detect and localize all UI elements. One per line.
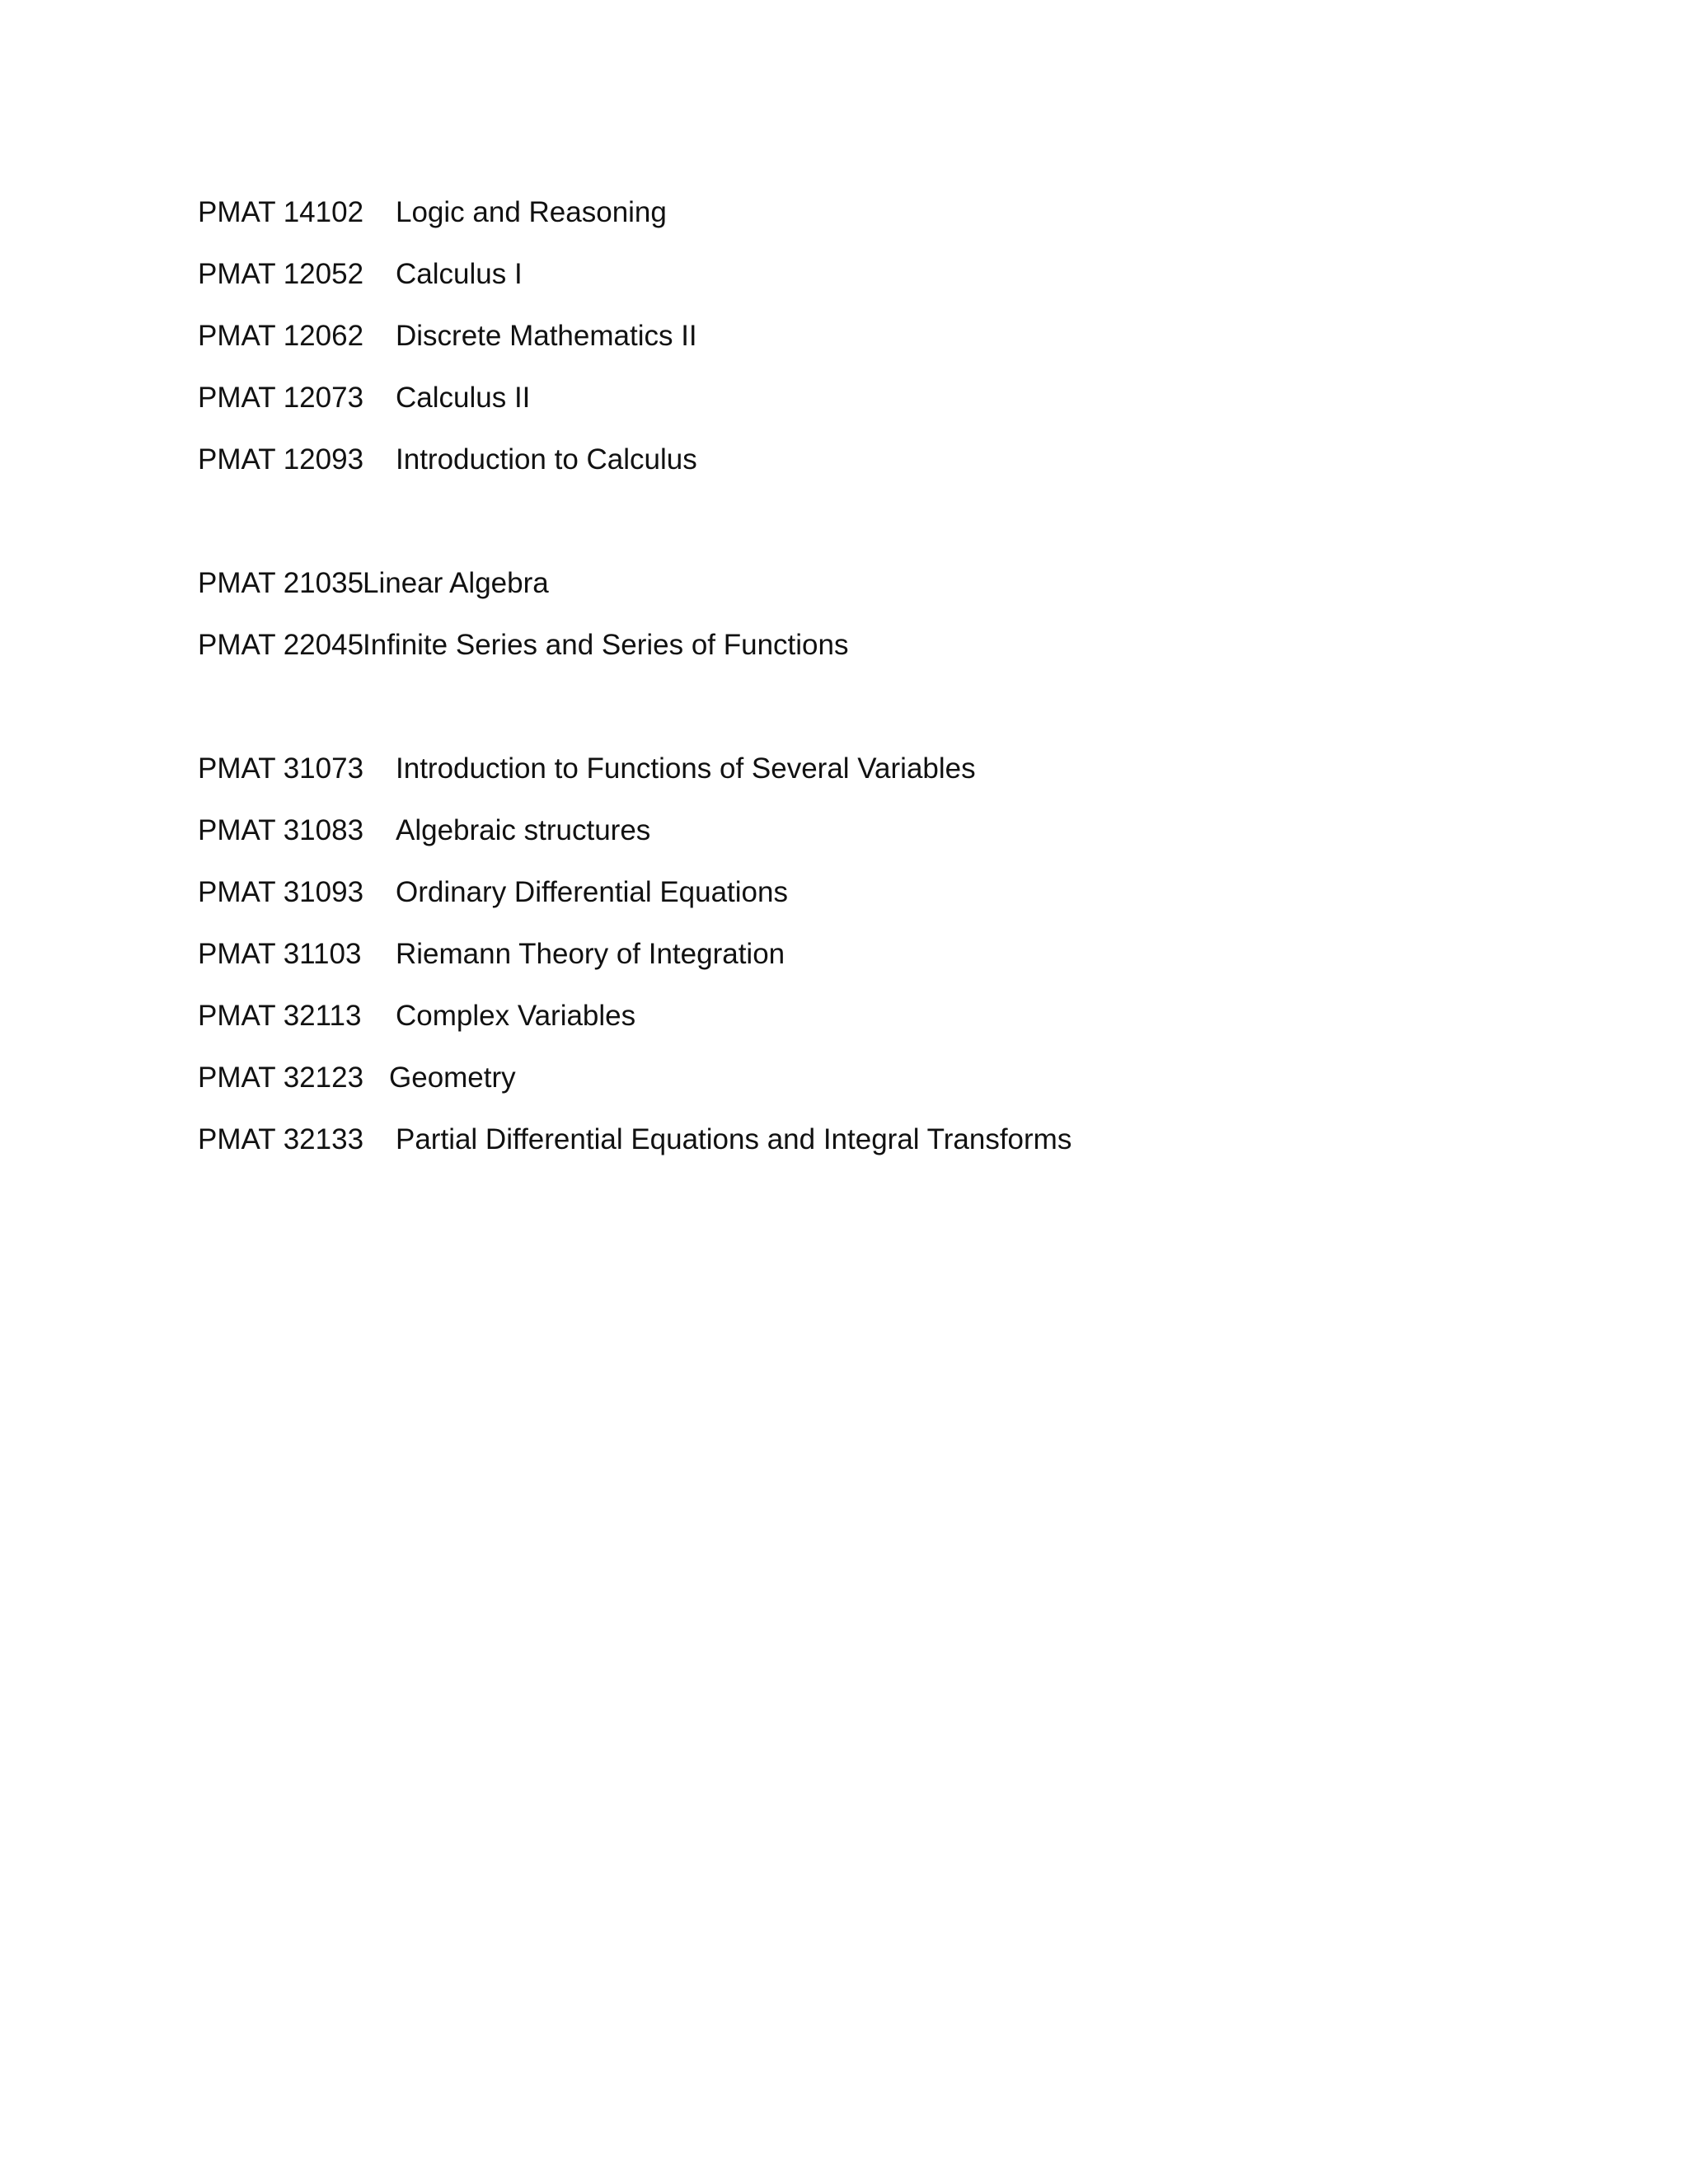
- course-row: [198, 305, 1517, 367]
- course-code: PMAT 32133: [198, 1123, 364, 1155]
- course-code: PMAT 12052: [198, 258, 364, 290]
- course-code: PMAT 32123: [198, 1062, 364, 1094]
- course-code: PMAT 12073: [198, 382, 364, 414]
- course-row: [198, 552, 1517, 614]
- course-code: PMAT 21035: [198, 567, 364, 599]
- course-row: [198, 181, 1517, 243]
- course-title: Introduction to Functions of Several Variables: [396, 752, 976, 785]
- course-code: PMAT 32113: [198, 1000, 362, 1032]
- course-row: [198, 1108, 1517, 1170]
- course-row: [198, 614, 1517, 676]
- course-code: PMAT 12093: [198, 443, 364, 476]
- course-code: PMAT 22045: [198, 629, 364, 661]
- course-row: [198, 1047, 1517, 1108]
- course-code: PMAT 31073: [198, 752, 364, 785]
- course-code: PMAT 31083: [198, 814, 364, 846]
- course-code: PMAT 12062: [198, 320, 364, 352]
- course-title: Calculus I: [396, 258, 523, 290]
- course-group-3: [198, 738, 1517, 1170]
- course-row: [198, 243, 1517, 305]
- course-title: Introduction to Calculus: [396, 443, 697, 476]
- course-row: [198, 738, 1517, 799]
- course-row: [198, 367, 1517, 429]
- course-row: [198, 861, 1517, 923]
- course-title: Linear Algebra: [363, 567, 549, 599]
- course-title: Calculus II: [396, 382, 531, 414]
- course-title: Algebraic structures: [396, 814, 651, 846]
- course-group-1: [198, 181, 1517, 490]
- course-title: Logic and Reasoning: [396, 196, 667, 228]
- course-title: Discrete Mathematics II: [396, 320, 697, 352]
- course-code: PMAT 31093: [198, 876, 364, 908]
- course-code: PMAT 31103: [198, 938, 362, 970]
- course-row: [198, 923, 1517, 985]
- course-title: Infinite Series and Series of Functions: [363, 629, 849, 661]
- course-row: [198, 799, 1517, 861]
- course-title: Partial Differential Equations and Integral Transforms: [396, 1123, 1072, 1155]
- course-title: Riemann Theory of Integration: [396, 938, 785, 970]
- course-row: [198, 985, 1517, 1047]
- course-title: Ordinary Differential Equations: [396, 876, 788, 908]
- course-row: [198, 429, 1517, 490]
- course-title: Geometry: [389, 1062, 516, 1094]
- course-group-2: [198, 552, 1517, 676]
- course-title: Complex Variables: [396, 1000, 636, 1032]
- course-code: PMAT 14102: [198, 196, 364, 228]
- course-list: [198, 181, 1517, 1170]
